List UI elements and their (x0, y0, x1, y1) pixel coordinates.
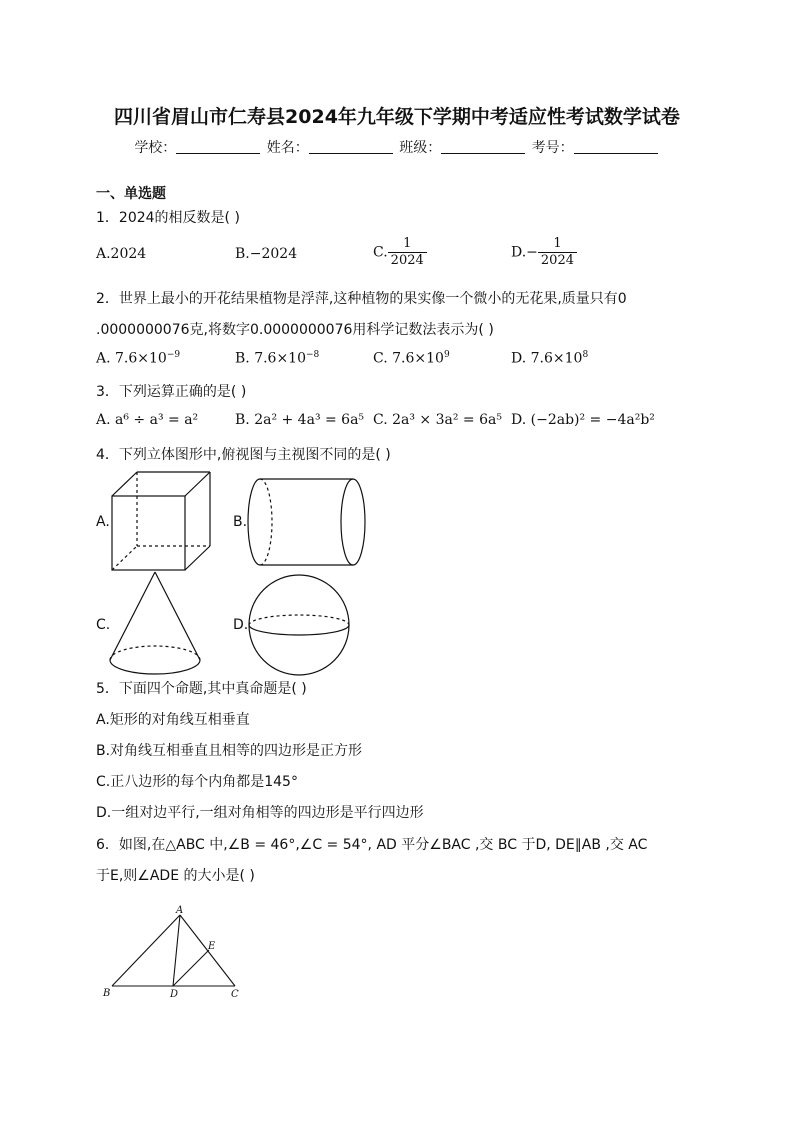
q3-option-c: C. 2a³ × 3a² = 6a⁵ (373, 412, 502, 428)
q2-option-d (511, 350, 588, 367)
q2-option-b (235, 350, 319, 367)
segment-ad (173, 915, 180, 986)
question-4-stem: 4．下列立体图形中,俯视图与主视图不同的是( ) (96, 447, 391, 463)
q1-option-c-fraction (388, 236, 427, 269)
question-6-line-1: 6．如图,在△ABC 中,∠B = 46°,∠C = 54°, AD 平分∠BAC ,交 BC 于D, DE∥AB ,交 AC (96, 837, 648, 853)
q1-option-c-prefix: C. (373, 244, 388, 261)
q2-option-d-exponent: 8 (582, 350, 589, 360)
q4-option-c-label: C. (96, 617, 111, 633)
point-label-c: C (231, 989, 239, 1000)
cylinder-figure (245, 475, 370, 570)
q1-option-d (511, 236, 577, 269)
q4-option-b-label: B. (233, 514, 248, 530)
segment-ab (112, 915, 180, 986)
q1-option-a: A.2024 (96, 246, 147, 262)
student-info-line (0, 137, 794, 157)
q4-option-d-label: D. (233, 617, 249, 633)
q2-option-c (373, 350, 450, 367)
q3-option-d: D. (−2ab)² = −4a²b² (511, 412, 655, 428)
fraction-denominator: 2024 (540, 253, 574, 268)
number-blank[interactable] (574, 139, 658, 154)
name-blank[interactable] (309, 139, 393, 154)
school-blank[interactable] (176, 139, 260, 154)
q1-option-d-fraction (538, 236, 577, 269)
triangle-diagram (100, 900, 250, 1005)
class-label: 班级： (399, 140, 442, 156)
q2-option-c-exponent: 9 (443, 350, 450, 360)
page-title: 四川省眉山市仁寿县2024年九年级下学期中考适应性考试数学试卷 (114, 106, 680, 128)
q2-option-a-base: A. 7.6×10 (96, 350, 167, 367)
q2-option-b-exponent: −8 (306, 350, 320, 360)
cone-figure (105, 570, 210, 680)
point-label-b: B (103, 988, 111, 999)
q5-option-a: A.矩形的对角线互相垂直 (96, 712, 250, 728)
point-label-e: E (208, 941, 216, 952)
question-1-stem: 1．2024的相反数是( ) (96, 210, 240, 226)
sphere-figure (247, 573, 357, 678)
q1-option-d-prefix: D.− (511, 244, 538, 261)
q2-option-a (96, 350, 180, 367)
section-heading: 一、单选题 (96, 186, 166, 202)
q5-option-d: D.一组对边平行,一组对角相等的四边形是平行四边形 (96, 805, 424, 821)
q2-option-d-base: D. 7.6×10 (511, 350, 583, 367)
fraction-numerator: 1 (538, 236, 577, 253)
point-label-a: A (176, 905, 184, 916)
point-label-d: D (170, 989, 179, 1000)
q1-option-b: B.−2024 (235, 246, 298, 262)
q3-option-b: B. 2a² + 4a³ = 6a⁵ (235, 412, 365, 428)
q2-option-c-base: C. 7.6×10 (373, 350, 444, 367)
question-5-stem: 5．下面四个命题,其中真命题是( ) (96, 681, 307, 697)
name-label: 姓名： (266, 140, 309, 156)
q2-option-a-exponent: −9 (166, 350, 181, 360)
q2-option-b-base: B. 7.6×10 (235, 350, 306, 367)
fraction-numerator: 1 (388, 236, 427, 253)
question-3-stem: 3．下列运算正确的是( ) (96, 384, 247, 400)
segment-de (173, 950, 209, 986)
q3-option-a: A. a⁶ ÷ a³ = a² (96, 412, 199, 428)
question-2-line-2: .0000000076克,将数字0.0000000076用科学记数法表示为( ) (96, 322, 494, 338)
q1-option-c (373, 236, 427, 269)
q5-option-c: C.正八边形的每个内角都是145° (96, 774, 298, 790)
number-label: 考号： (531, 140, 574, 156)
fraction-denominator: 2024 (390, 253, 424, 268)
q4-option-a-label: A. (96, 514, 110, 530)
school-label: 学校： (134, 140, 177, 156)
question-6-line-2: 于E,则∠ADE 的大小是( ) (96, 868, 255, 884)
q5-option-b: B.对角线互相垂直且相等的四边形是正方形 (96, 743, 363, 759)
cube-figure (105, 465, 220, 575)
question-2-line-1: 2．世界上最小的开花结果植物是浮萍,这种植物的果实像一个微小的无花果,质量只有0 (96, 291, 627, 307)
class-blank[interactable] (441, 139, 525, 154)
